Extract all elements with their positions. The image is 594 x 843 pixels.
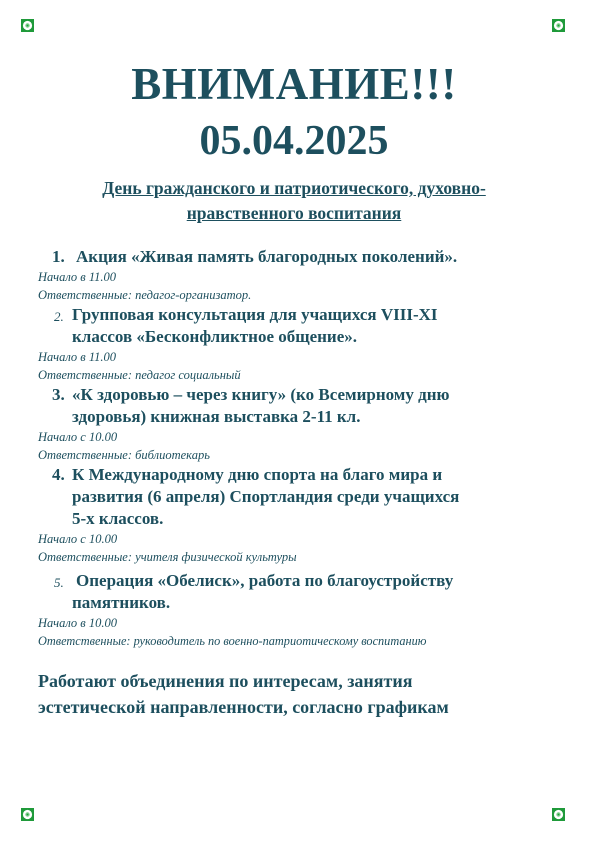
event-title-line: 5-х классов.: [72, 509, 164, 528]
event-start: Начало в 11.00: [38, 270, 117, 284]
event-item: [38, 384, 550, 428]
event-responsible: Ответственные: педагог социальный: [38, 368, 241, 382]
event-title-line: Акция «Живая память благородных поколений».: [76, 247, 458, 266]
event-list: [38, 246, 550, 650]
event-date: 05.04.2025: [199, 118, 389, 164]
event-responsible: Ответственные: библиотекарь: [38, 448, 210, 462]
announcement: [38, 58, 550, 720]
event-title-line: памятников.: [72, 593, 171, 612]
event-title-line: классов «Бесконфликтное общение».: [72, 327, 358, 346]
event-responsible: Ответственные: педагог-организатор.: [38, 288, 252, 302]
event-start: Начало с 10.00: [38, 430, 118, 444]
event-number: 5.: [54, 575, 64, 590]
page-title: ВНИМАНИЕ!!!: [131, 59, 457, 109]
day-theme-line-1: День гражданского и патриотического, духовно-: [102, 178, 486, 198]
event-title-line: здоровья) книжная выставка 2-11 кл.: [72, 407, 361, 426]
event-item: [38, 246, 550, 268]
footer-line-1: Работают объединения по интересам, занятия: [38, 671, 413, 691]
event-number: 1.: [52, 247, 65, 266]
event-title-line: «К здоровью – через книгу» (ко Всемирному дню: [72, 385, 450, 404]
footer-note: [38, 668, 550, 720]
event-number: 3.: [52, 385, 65, 404]
event-responsible: Ответственные: учителя физической культуры: [38, 550, 297, 564]
event-item: [38, 304, 550, 348]
event-responsible: Ответственные: руководитель по военно-патриотическому воспитанию: [38, 634, 427, 648]
event-number: 4.: [52, 465, 65, 484]
day-theme: [38, 176, 550, 226]
event-title-line: К Международному дню спорта на благо мира и: [72, 465, 443, 484]
event-item: [38, 570, 550, 614]
event-item: [38, 464, 550, 530]
footer-line-2: эстетической направленности, согласно графикам: [38, 697, 449, 717]
event-start: Начало с 10.00: [38, 532, 118, 546]
event-start: Начало в 11.00: [38, 350, 117, 364]
day-theme-line-2: нравственного воспитания: [186, 203, 402, 223]
event-start: Начало в 10.00: [38, 616, 117, 630]
event-title-line: Операция «Обелиск», работа по благоустройству: [76, 571, 454, 590]
event-title-line: Групповая консультация для учащихся VIII-XI: [72, 305, 438, 324]
event-title-line: развития (6 апреля) Спортландия среди учащихся: [72, 487, 460, 506]
event-number: 2.: [54, 309, 64, 324]
